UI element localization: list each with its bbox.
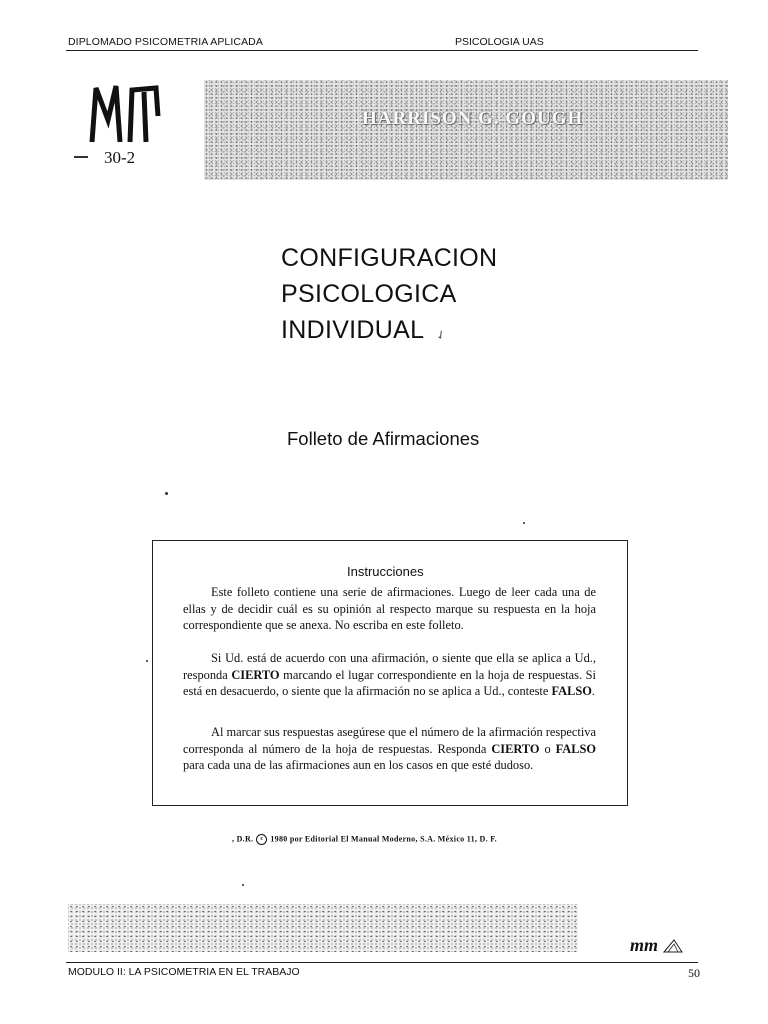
- title-line-3: INDIVIDUAL: [281, 316, 425, 344]
- falso-keyword: FALSO: [555, 741, 597, 756]
- instructions-paragraph-1: Este folleto contiene una serie de afirmaciones. Luego de leer cada una de ellas y de decidir cuál es su opinión al respecto marque su respuesta en la hoja correspondiente que se anexa. No escriba en este folleto.: [183, 585, 596, 632]
- test-logo-icon: [86, 80, 162, 146]
- instructions-paragraph-3: Al marcar sus respuestas asegúrese que el número de la afirmación respectiva corresponda al número de la hoja de respuestas. Responda CIERTO o FALSO para cada una de las afirmaciones aun en los casos en que esté dudoso.: [183, 725, 597, 772]
- author-banner: [204, 80, 728, 180]
- page-number: 50: [688, 966, 700, 980]
- copyright-line: , D.R. c 1980 por Editorial El Manual Moderno, S.A. México 11, D. F.: [232, 834, 497, 844]
- page-title: [281, 240, 497, 348]
- scan-dot: [165, 492, 168, 495]
- instructions-heading: Instrucciones: [347, 564, 424, 579]
- cierto-keyword: CIERTO: [231, 667, 280, 682]
- title-line-1: CONFIGURACION: [281, 244, 498, 272]
- scan-dot: [146, 660, 148, 662]
- instructions-paragraph-2: Si Ud. está de acuerdo con una afirmación, o siente que ella se aplica a Ud., responda CIERTO marcando el lugar correspondiente en la hoja de respuestas. Si está en desacuerdo, o siente que la afirmación no se aplica a Ud., conteste FALSO.: [183, 651, 596, 698]
- logo-dash: [74, 156, 88, 158]
- author-name: HARRISON G. GOUGH: [362, 108, 584, 129]
- stray-mark: ✓: [433, 326, 449, 344]
- copyright-icon: c: [256, 834, 267, 845]
- subtitle: Folleto de Afirmaciones: [287, 428, 480, 449]
- running-header-left: DIPLOMADO PSICOMETRIA APLICADA: [68, 36, 263, 48]
- publisher-logo-icon: [628, 934, 684, 956]
- header-rule: [66, 50, 698, 51]
- decorative-strip: [68, 904, 578, 952]
- publisher-logo-text: mm: [630, 935, 659, 955]
- cierto-keyword: CIERTO: [491, 741, 540, 756]
- running-footer: MODULO II: LA PSICOMETRIA EN EL TRABAJO: [68, 966, 300, 978]
- scan-dot: [242, 884, 244, 886]
- falso-keyword: FALSO: [551, 684, 592, 698]
- scan-dot: [523, 522, 525, 524]
- running-header-right: PSICOLOGIA UAS: [455, 36, 544, 48]
- footer-rule: [66, 962, 698, 963]
- test-code: 30-2: [104, 148, 136, 167]
- title-line-2: PSICOLOGICA: [281, 280, 457, 308]
